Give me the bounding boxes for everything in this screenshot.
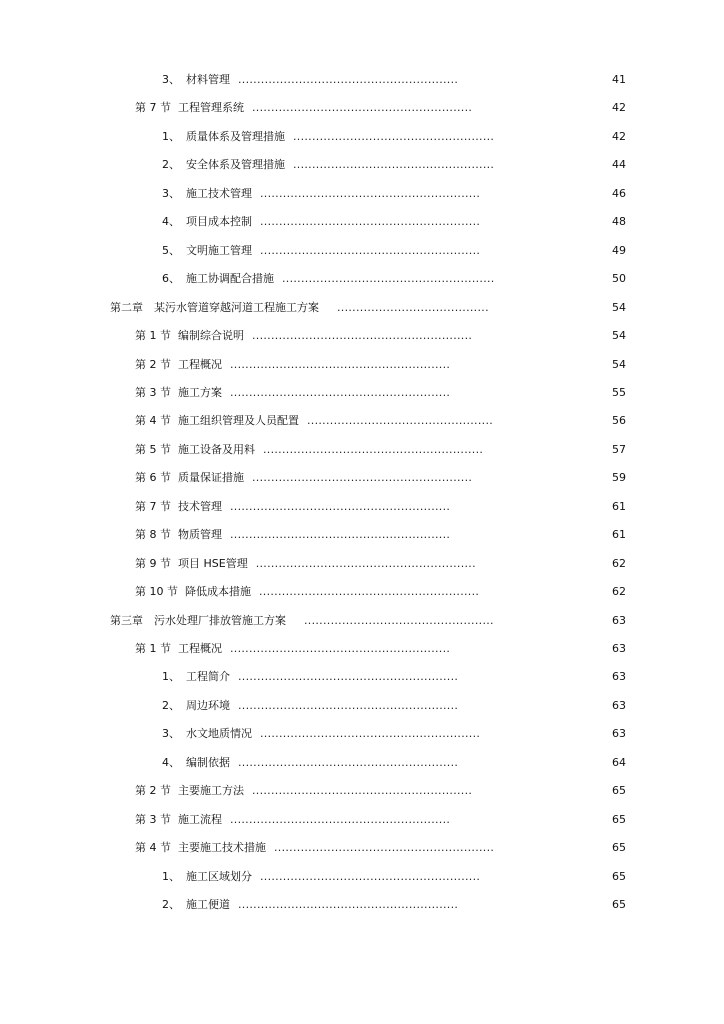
toc-entry-page: 48 bbox=[612, 215, 626, 229]
toc-entry[interactable] bbox=[0, 442, 724, 458]
toc-entry-title: 编制综合说明 bbox=[178, 329, 244, 343]
toc-entry[interactable] bbox=[0, 698, 724, 714]
toc-entry-page: 63 bbox=[612, 642, 626, 655]
toc-dot-leader: .......................................................... bbox=[259, 585, 480, 599]
toc-entry-title: 施工流程 bbox=[178, 812, 222, 826]
toc-entry-page: 41 bbox=[612, 73, 626, 86]
toc-entry[interactable] bbox=[0, 897, 724, 913]
toc-entry-page: 56 bbox=[612, 414, 626, 428]
toc-entry-page: 65 bbox=[612, 898, 626, 912]
toc-entry[interactable] bbox=[0, 556, 724, 572]
toc-entry-page: 57 bbox=[612, 442, 626, 456]
toc-dot-leader: .......................................................... bbox=[230, 642, 451, 655]
toc-entry-title: 污水处理厂排放管施工方案 bbox=[154, 613, 286, 627]
toc-entry-page: 46 bbox=[612, 186, 626, 200]
toc-entry-number: 第 3 节 bbox=[135, 812, 171, 826]
toc-entry[interactable] bbox=[0, 783, 724, 799]
toc-entry-number: 1、 bbox=[162, 670, 180, 684]
toc-dot-leader: .......................................................... bbox=[230, 528, 451, 542]
toc-entry[interactable] bbox=[0, 613, 724, 629]
toc-entry-title: 质量保证措施 bbox=[178, 471, 244, 485]
toc-entry-number: 第 1 节 bbox=[135, 329, 171, 343]
toc-entry-number: 第 6 节 bbox=[135, 471, 171, 485]
toc-dot-leader: .......................................................... bbox=[238, 670, 459, 684]
toc-entry-title: 施工区域划分 bbox=[186, 869, 252, 883]
toc-entry-number: 第 9 节 bbox=[135, 556, 171, 570]
toc-entry-page: 61 bbox=[612, 499, 626, 513]
toc-entry[interactable] bbox=[0, 527, 724, 543]
toc-dot-leader: .......................................................... bbox=[238, 898, 459, 912]
toc-entry-number: 1、 bbox=[162, 129, 180, 143]
toc-entry[interactable] bbox=[0, 669, 724, 685]
toc-entry-page: 44 bbox=[612, 158, 626, 172]
toc-entry-page: 50 bbox=[612, 272, 626, 286]
toc-entry-number: 第 5 节 bbox=[135, 442, 171, 456]
toc-entry-number: 6、 bbox=[162, 272, 180, 286]
toc-entry-title: 周边环境 bbox=[186, 698, 230, 712]
toc-entry[interactable] bbox=[0, 726, 724, 742]
toc-entry-page: 63 bbox=[612, 670, 626, 684]
toc-dot-leader: .......................................................... bbox=[263, 442, 484, 456]
toc-entry-title: 质量体系及管理措施 bbox=[186, 129, 285, 143]
toc-entry-title: 施工技术管理 bbox=[186, 186, 252, 200]
toc-entry[interactable] bbox=[0, 584, 724, 600]
toc-entry-number: 第 1 节 bbox=[135, 642, 171, 655]
toc-entry-number: 第 3 节 bbox=[135, 385, 171, 399]
toc-dot-leader: .......................................................... bbox=[260, 186, 481, 200]
toc-entry-title: 施工便道 bbox=[186, 898, 230, 912]
toc-dot-leader: .................................................. bbox=[304, 613, 494, 627]
toc-entry-number: 4、 bbox=[162, 215, 180, 229]
toc-entry[interactable] bbox=[0, 214, 724, 230]
toc-entry-title: 主要施工方法 bbox=[178, 784, 244, 798]
toc-entry-page: 64 bbox=[612, 755, 626, 769]
toc-entry-page: 63 bbox=[612, 698, 626, 712]
toc-dot-leader: .......................................................... bbox=[260, 869, 481, 883]
toc-dot-leader: .......................................................... bbox=[230, 385, 451, 399]
toc-entry[interactable] bbox=[0, 300, 724, 316]
toc-entry-number: 第 2 节 bbox=[135, 357, 171, 371]
toc-dot-leader: .......................................................... bbox=[274, 841, 495, 855]
toc-entry-title: 某污水管道穿越河道工程施工方案 bbox=[154, 300, 319, 314]
toc-entry[interactable] bbox=[0, 499, 724, 515]
toc-entry-page: 54 bbox=[612, 300, 626, 314]
toc-entry-number: 第 7 节 bbox=[135, 499, 171, 513]
toc-entry-page: 42 bbox=[612, 129, 626, 143]
toc-entry-title: 施工方案 bbox=[178, 385, 222, 399]
toc-entry-page: 65 bbox=[612, 784, 626, 798]
toc-entry[interactable] bbox=[0, 869, 724, 885]
toc-entry[interactable] bbox=[0, 385, 724, 401]
toc-dot-leader: .......................................................... bbox=[252, 329, 473, 343]
toc-entry[interactable] bbox=[0, 641, 724, 657]
toc-entry-title: 文明施工管理 bbox=[186, 243, 252, 257]
toc-entry-title: 技术管理 bbox=[178, 499, 222, 513]
toc-dot-leader: ..................................................... bbox=[293, 158, 495, 172]
toc-entry-page: 61 bbox=[612, 528, 626, 542]
toc-entry-page: 62 bbox=[612, 556, 626, 570]
toc-entry-title: 工程简介 bbox=[186, 670, 230, 684]
toc-entry[interactable] bbox=[0, 129, 724, 145]
toc-entry-page: 55 bbox=[612, 385, 626, 399]
toc-entry-title: 施工设备及用料 bbox=[178, 442, 255, 456]
toc-dot-leader: .......................................................... bbox=[238, 698, 459, 712]
toc-entry-number: 2、 bbox=[162, 898, 180, 912]
toc-dot-leader: .......................................................... bbox=[255, 556, 476, 570]
toc-entry-page: 42 bbox=[612, 101, 626, 115]
toc-entry-title: 工程概况 bbox=[178, 642, 222, 655]
toc-entry[interactable] bbox=[0, 186, 724, 202]
toc-entry-title: 水文地质情况 bbox=[186, 727, 252, 741]
toc-entry-number: 2、 bbox=[162, 158, 180, 172]
toc-dot-leader: .......................................................... bbox=[230, 812, 451, 826]
toc-entry-number: 2、 bbox=[162, 698, 180, 712]
toc-entry-number: 第二章 bbox=[110, 300, 143, 314]
toc-dot-leader: .......................................................... bbox=[260, 243, 481, 257]
toc-entry-title: 项目 HSE管理 bbox=[178, 556, 248, 570]
toc-entry-title: 物质管理 bbox=[178, 528, 222, 542]
toc-dot-leader: ........................................................ bbox=[282, 272, 495, 286]
toc-dot-leader: .......................................................... bbox=[238, 73, 459, 86]
toc-entry-title: 施工组织管理及人员配置 bbox=[178, 414, 299, 428]
toc-entry[interactable] bbox=[0, 328, 724, 344]
toc-entry-number: 第 8 节 bbox=[135, 528, 171, 542]
toc-entry[interactable] bbox=[0, 470, 724, 486]
toc-entry-title: 施工协调配合措施 bbox=[186, 272, 274, 286]
toc-entry-number: 4、 bbox=[162, 755, 180, 769]
toc-entry-number: 第 4 节 bbox=[135, 841, 171, 855]
toc-entry-number: 3、 bbox=[162, 73, 180, 86]
toc-dot-leader: .......................................................... bbox=[252, 784, 473, 798]
toc-entry-page: 63 bbox=[612, 727, 626, 741]
toc-entry[interactable] bbox=[0, 100, 724, 116]
toc-entry[interactable] bbox=[0, 72, 724, 88]
toc-entry[interactable] bbox=[0, 157, 724, 173]
toc-entry-title: 主要施工技术措施 bbox=[178, 841, 266, 855]
toc-entry[interactable] bbox=[0, 413, 724, 429]
toc-entry-number: 第 10 节 bbox=[135, 585, 178, 599]
toc-dot-leader: ........................................ bbox=[337, 300, 489, 314]
toc-entry-number: 1、 bbox=[162, 869, 180, 883]
toc-dot-leader: .......................................................... bbox=[260, 215, 481, 229]
toc-entry-title: 材料管理 bbox=[186, 73, 230, 86]
toc-entry-number: 第 7 节 bbox=[135, 101, 171, 115]
toc-entry-number: 5、 bbox=[162, 243, 180, 257]
toc-entry[interactable] bbox=[0, 755, 724, 771]
toc-dot-leader: .......................................................... bbox=[230, 499, 451, 513]
toc-entry-number: 第 4 节 bbox=[135, 414, 171, 428]
toc-dot-leader: .......................................................... bbox=[230, 357, 451, 371]
toc-entry-page: 65 bbox=[612, 841, 626, 855]
toc-dot-leader: .......................................................... bbox=[252, 471, 473, 485]
toc-entry-page: 59 bbox=[612, 471, 626, 485]
toc-entry-number: 第 2 节 bbox=[135, 784, 171, 798]
toc-entry-title: 安全体系及管理措施 bbox=[186, 158, 285, 172]
toc-entry-title: 工程概况 bbox=[178, 357, 222, 371]
toc-entry-page: 49 bbox=[612, 243, 626, 257]
toc-dot-leader: .......................................................... bbox=[252, 101, 473, 115]
toc-dot-leader: ..................................................... bbox=[293, 129, 495, 143]
toc-entry-page: 63 bbox=[612, 613, 626, 627]
toc-dot-leader: ................................................. bbox=[307, 414, 494, 428]
toc-entry-number: 第三章 bbox=[110, 613, 143, 627]
toc-entry-number: 3、 bbox=[162, 186, 180, 200]
toc-entry-page: 65 bbox=[612, 869, 626, 883]
toc-entry[interactable] bbox=[0, 243, 724, 259]
toc-entry[interactable] bbox=[0, 357, 724, 373]
toc-entry-number: 3、 bbox=[162, 727, 180, 741]
toc-dot-leader: .......................................................... bbox=[260, 727, 481, 741]
toc-entry-page: 62 bbox=[612, 585, 626, 599]
toc-entry-title: 编制依据 bbox=[186, 755, 230, 769]
toc-entry-title: 工程管理系统 bbox=[178, 101, 244, 115]
toc-entry-page: 65 bbox=[612, 812, 626, 826]
toc-entry-title: 降低成本措施 bbox=[185, 585, 251, 599]
toc-entry[interactable] bbox=[0, 812, 724, 828]
toc-entry-title: 项目成本控制 bbox=[186, 215, 252, 229]
toc-entry-page: 54 bbox=[612, 357, 626, 371]
toc-entry[interactable] bbox=[0, 271, 724, 287]
toc-entry[interactable] bbox=[0, 840, 724, 856]
toc-dot-leader: .......................................................... bbox=[238, 755, 459, 769]
toc-entry-page: 54 bbox=[612, 329, 626, 343]
